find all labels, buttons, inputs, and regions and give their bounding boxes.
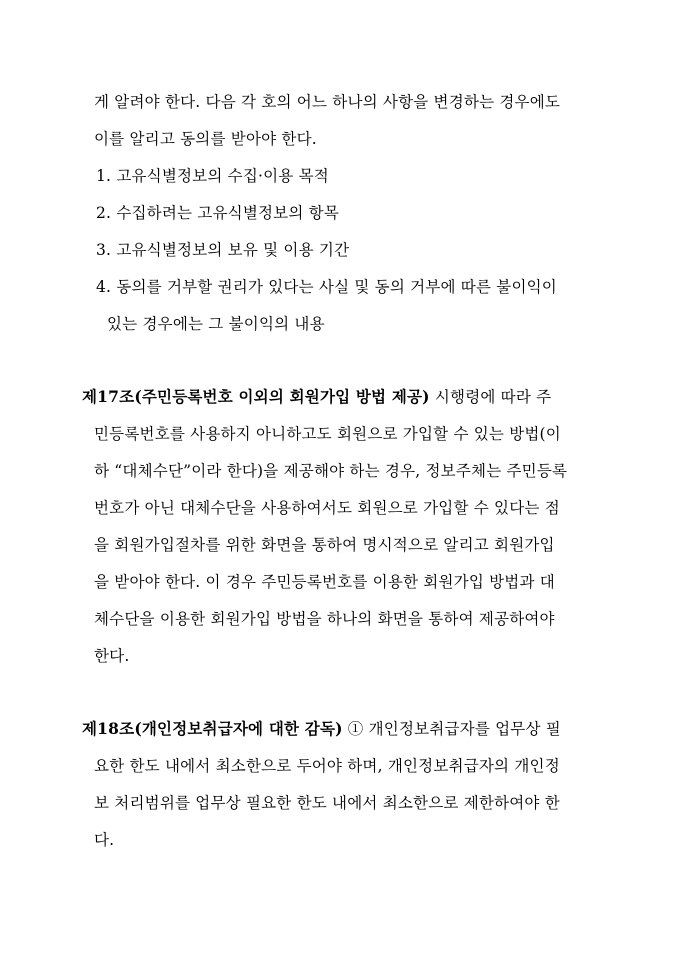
paragraph-line: 번호가 아닌 대체수단을 사용하여서도 회원으로 가입할 수 있다는 점: [94, 499, 560, 517]
paragraph-line: 보 처리범위를 업무상 필요한 한도 내에서 최소한으로 제한하여야 한: [94, 794, 560, 812]
list-item: 4. 동의를 거부할 권리가 있다는 사실 및 동의 거부에 따른 불이익이: [96, 278, 557, 296]
paragraph-line: 을 받아야 한다. 이 경우 주민등록번호를 이용한 회원가입 방법과 대: [94, 573, 555, 591]
paragraph-line: 게 알려야 한다. 다음 각 호의 어느 하나의 사항을 변경하는 경우에도: [94, 93, 561, 111]
paragraph-line: 이를 알리고 동의를 받아야 한다.: [94, 130, 317, 148]
paragraph-line: 하 “대체수단”이라 한다)을 제공해야 하는 경우, 정보주체는 주민등록: [94, 462, 568, 480]
paragraph-line: 요한 한도 내에서 최소한으로 두어야 하며, 개인정보취급자의 개인정: [94, 757, 560, 775]
paragraph-line: 체수단을 이용한 회원가입 방법을 하나의 화면을 통하여 제공하여야: [94, 610, 555, 628]
article-17-first-line: [82, 386, 551, 408]
paragraph-line: 다.: [94, 831, 115, 849]
article-18-heading: 제18조(개인정보취급자에 대한 감독): [82, 719, 343, 738]
paragraph-line: 한다.: [94, 647, 130, 665]
list-item: 1. 고유식별정보의 수집·이용 목적: [96, 167, 329, 185]
paragraph-line: 을 회원가입절차를 위한 화면을 통하여 명시적으로 알리고 회원가입: [94, 536, 555, 554]
list-item: 3. 고유식별정보의 보유 및 이용 기간: [96, 241, 350, 259]
article-17-heading: 제17조(주민등록번호 이외의 회원가입 방법 제공): [82, 387, 430, 406]
article-17-body-start: 시행령에 따라 주: [429, 388, 552, 406]
list-item-continuation: 있는 경우에는 그 불이익의 내용: [107, 315, 325, 333]
article-18-body-start: ① 개인정보취급자를 업무상 필: [342, 720, 561, 738]
list-item: 2. 수집하려는 고유식별정보의 항목: [96, 204, 339, 222]
paragraph-line: 민등록번호를 사용하지 아니하고도 회원으로 가입할 수 있는 방법(이: [94, 425, 561, 443]
article-18-first-line: [82, 718, 561, 740]
